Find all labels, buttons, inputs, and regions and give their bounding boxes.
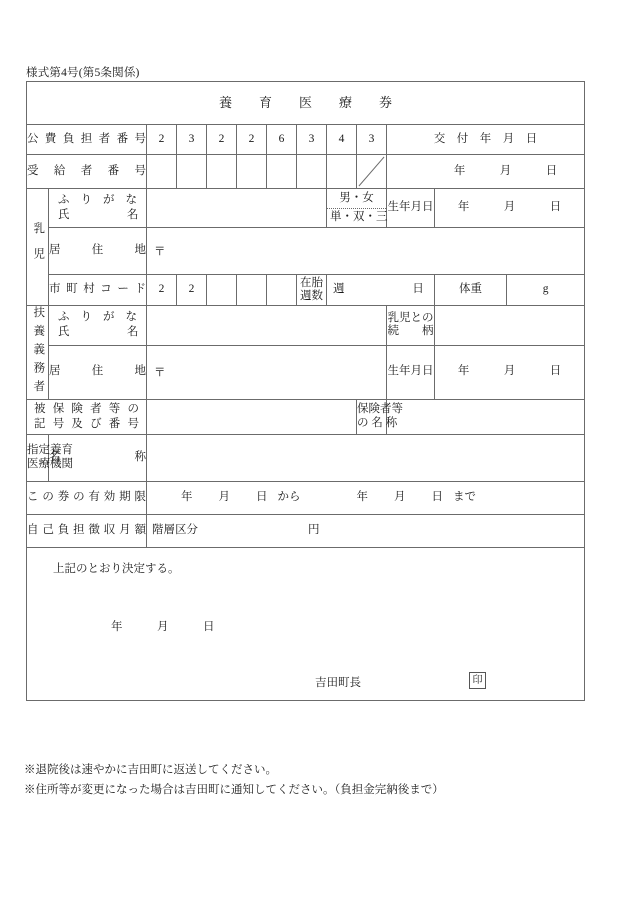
decision-block	[27, 547, 585, 700]
footer-note-2: ※住所等が変更になった場合は吉田町に通知してください。（負担金完納後まで）	[24, 784, 444, 797]
public-payer-digit-4[interactable]: 2	[237, 125, 267, 155]
copayment-tier-label: 階層区分	[152, 523, 198, 536]
insurer-label-line2: の 名 称	[357, 416, 398, 429]
infant-residence-input[interactable]	[147, 228, 585, 275]
relation-label	[387, 306, 435, 346]
relation-input[interactable]	[435, 306, 585, 346]
supporter-name-label	[49, 306, 147, 346]
city-code-label: 市町村コード	[49, 275, 147, 306]
public-payer-row	[27, 125, 585, 155]
city-code-digit-3[interactable]	[207, 275, 237, 306]
decision-row	[27, 547, 585, 700]
supporter-birth-value[interactable]: 年 月 日	[435, 345, 585, 399]
supporter-residence-row	[27, 345, 585, 399]
recipient-digit-4[interactable]	[237, 155, 267, 189]
validity-row	[27, 481, 585, 514]
insurance-row	[27, 399, 585, 434]
infant-furigana-label: ふ り が な	[58, 193, 137, 206]
validity-to-day: 日	[431, 490, 443, 503]
validity-to-word: まで	[453, 490, 476, 503]
infant-name-label	[49, 189, 147, 228]
postal-mark-icon: 〒	[154, 245, 166, 258]
insurer-name-input[interactable]	[387, 399, 585, 434]
insured-symbol-label	[27, 399, 147, 434]
institution-name-label: 名 称	[49, 434, 147, 481]
infant-residence-label: 居 住 地	[49, 228, 147, 275]
copayment-currency-unit: 円	[308, 523, 320, 536]
supporter-furigana-label: ふ り が な	[58, 310, 137, 323]
institution-label-line1: 指定養育	[27, 443, 73, 456]
infant-multiple-label[interactable]: 単・双・三	[330, 210, 388, 223]
insurer-name-label	[357, 399, 403, 434]
gestation-week-unit: 週	[333, 283, 345, 296]
decision-date[interactable]: 年 月 日	[111, 620, 215, 633]
recipient-digit-2[interactable]	[177, 155, 207, 189]
recipient-digit-1[interactable]	[147, 155, 177, 189]
institution-name-input[interactable]	[147, 434, 585, 481]
public-payer-digit-8[interactable]: 3	[357, 125, 387, 155]
validity-label: この券の有効期限	[27, 481, 147, 514]
recipient-digit-5[interactable]	[267, 155, 297, 189]
supporter-section-label: 扶養義務者	[27, 306, 49, 400]
insured-label-line2: 記 号 及 び 番 号	[34, 417, 139, 430]
recipient-digit-7[interactable]	[327, 155, 357, 189]
city-code-digit-4[interactable]	[237, 275, 267, 306]
infant-name-label-text: 氏 名	[58, 209, 139, 222]
public-payer-digit-2[interactable]: 3	[177, 125, 207, 155]
issue-date-label: 交 付 年 月 日	[387, 125, 585, 155]
public-payer-digit-7[interactable]: 4	[327, 125, 357, 155]
weight-label: 体重	[435, 275, 507, 306]
title-row	[27, 82, 585, 125]
infant-name-row	[27, 189, 585, 228]
city-code-digit-1[interactable]: 2	[147, 275, 177, 306]
public-payer-digit-5[interactable]: 6	[267, 125, 297, 155]
relation-label-line2: 続 柄	[387, 325, 434, 338]
infant-gender-multiple[interactable]	[327, 189, 387, 228]
insured-symbol-input[interactable]	[147, 399, 357, 434]
voucher-table	[26, 81, 585, 701]
validity-from-day: 日	[256, 490, 268, 503]
supporter-name-row	[27, 306, 585, 346]
institution-label	[27, 434, 73, 481]
supporter-residence-input[interactable]	[147, 345, 387, 399]
recipient-date-value[interactable]: 年 月 日	[387, 155, 585, 189]
infant-citycode-row	[27, 275, 585, 306]
gestation-value[interactable]	[327, 275, 435, 306]
gestation-label-line1: 在胎	[300, 276, 323, 289]
footer-note-1: ※退院後は速やかに吉田町に返送してください。	[24, 764, 277, 776]
form-number: 様式第4号(第5条関係)	[26, 67, 140, 79]
supporter-name-input[interactable]	[147, 306, 387, 346]
supporter-name-label-text: 氏 名	[58, 326, 139, 339]
insurer-label-line1: 保険者等	[357, 402, 403, 415]
page-title: 養 育 医 療 券	[27, 82, 585, 125]
recipient-digit-6[interactable]	[297, 155, 327, 189]
supporter-residence-label: 居 住 地	[49, 345, 147, 399]
infant-birth-value[interactable]: 年 月 日	[435, 189, 585, 228]
copayment-label: 自己負担徴収月額	[27, 514, 147, 547]
diagonal-strike-icon	[357, 155, 386, 188]
public-payer-label: 公費負担者番号	[27, 125, 147, 155]
supporter-birth-label: 生年月日	[387, 345, 435, 399]
infant-birth-label: 生年月日	[387, 189, 435, 228]
postal-mark-icon-supporter: 〒	[154, 366, 166, 379]
public-payer-digit-3[interactable]: 2	[207, 125, 237, 155]
copayment-row	[27, 514, 585, 547]
public-payer-digit-6[interactable]: 3	[297, 125, 327, 155]
validity-from-year: 年	[181, 490, 193, 503]
validity-to-month: 月	[394, 490, 406, 503]
validity-from-word: から	[277, 490, 301, 503]
gestation-label-line2: 週数	[300, 290, 323, 303]
public-payer-digit-1[interactable]: 2	[147, 125, 177, 155]
validity-value[interactable]	[147, 481, 585, 514]
copayment-value[interactable]	[147, 514, 585, 547]
gestation-label	[297, 275, 327, 306]
city-code-digit-2[interactable]: 2	[177, 275, 207, 306]
relation-label-line1: 乳児との	[387, 311, 434, 324]
validity-from-month: 月	[218, 490, 230, 503]
weight-value[interactable]: g	[507, 275, 585, 306]
city-code-digit-5[interactable]	[267, 275, 297, 306]
validity-to-year: 年	[356, 490, 368, 503]
issuing-authority: 吉田町長	[315, 676, 361, 689]
recipient-row	[27, 155, 585, 189]
insured-label-line1: 被 保 険 者 等 の	[34, 403, 139, 416]
institution-label-line2: 医療機関	[27, 457, 73, 470]
infant-gender-label[interactable]: 男・女	[327, 189, 386, 209]
recipient-label: 受 給 者 番 号	[27, 155, 147, 189]
institution-row	[27, 434, 585, 481]
decision-text: 上記のとおり決定する。	[53, 562, 180, 575]
infant-residence-row	[27, 228, 585, 275]
footer-notes	[24, 760, 444, 800]
recipient-digit-3[interactable]	[207, 155, 237, 189]
infant-name-input[interactable]	[147, 189, 327, 228]
infant-section-label: 乳児	[27, 189, 49, 306]
gestation-day-unit: 日	[412, 283, 424, 296]
seal-stamp-icon: 印	[469, 672, 486, 689]
recipient-digit-8-struck[interactable]	[357, 155, 387, 189]
